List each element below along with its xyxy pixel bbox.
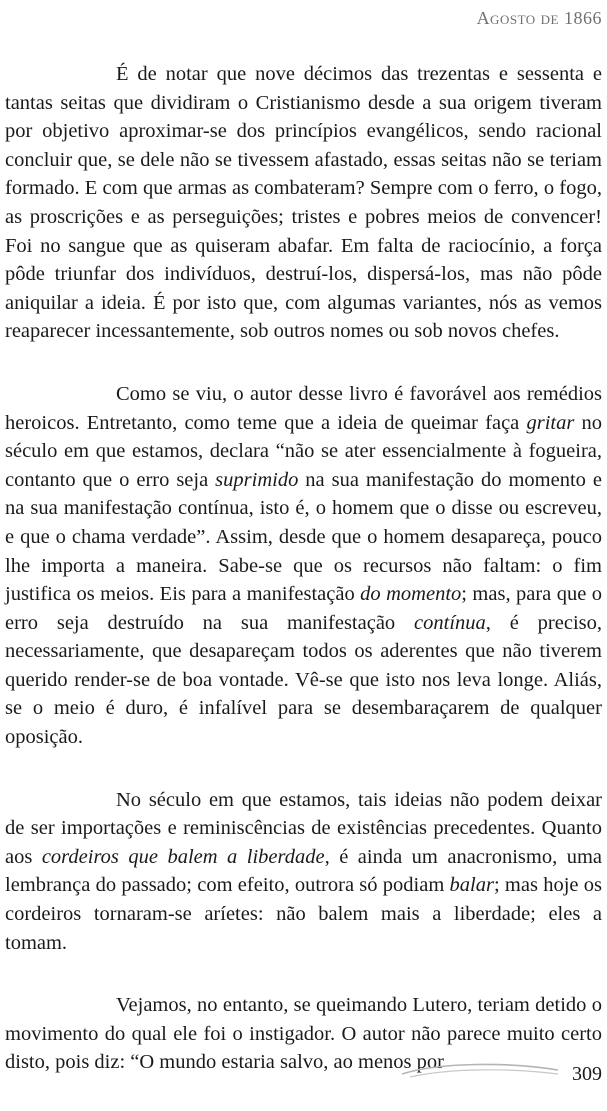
text-run: É de notar que nove décimos das trezentas e sessenta e tantas seitas que dividiram o Cristianismo desde a sua origem tiveram por objetivo aproximar-se dos princípios evangélicos, sendo racional concluir que, se dele não se tivessem afastado, essas seitas não se teriam formado. E com que armas as combateram? Sempre com o ferro, o fogo, as proscrições e as perseguições; tristes e pobres meios de convencer! Foi no sangue que as quiseram abafar. Em falta de raciocínio, a força pôde triunfar dos indivíduos, destruí-los, dispersá-los, mas não pôde aniquilar a ideia. É por isto que, com algumas variantes, nós as vemos reaparecer incessantemente, sob outros nomes ou sob novos chefes. (5, 63, 602, 343)
text-run: , é preciso, necessariamente, que desapareçam todos os aderentes que não tiverem querido render-se de boa vontade. Vê-se que isto nos leva longe. Aliás, se o meio é duro, é infalível para se desembaraçarem de qualquer oposição. (5, 611, 603, 749)
text-run: na sua manifestação do momento e na sua manifestação contínua, isto é, o homem que o disse ou escreveu, e que o chama verdade”. Assim, desde que o homem desapareça, pouco lhe importa a maneira. Sabe-se que os recursos não faltam: o fim justifica os meios. Eis para a manifestação (5, 468, 602, 606)
paragraph (5, 380, 602, 752)
text-run: no século em que estamos, declara “não se ater essencialmente à fogueira, contanto que o erro seja (5, 411, 603, 491)
text-run: No século em que estamos, tais ideias não podem deixar de ser importações e reminiscências de existências precedentes. Quanto aos (5, 788, 602, 868)
italic-text: cordeiros que balem a liberdade (41, 845, 325, 868)
footer-swoosh-ornament (400, 1060, 560, 1084)
text-run: , é ainda um anacronismo, uma lembrança do passado; com efeito, outrora só podiam (5, 845, 603, 897)
page-number: 309 (572, 1063, 602, 1085)
running-head: Agosto de 1866 (476, 8, 602, 28)
italic-text: contínua (414, 611, 486, 634)
italic-text: balar (449, 874, 494, 897)
italic-text: do momento (360, 583, 462, 606)
text-run: Como se viu, o autor desse livro é favorável aos remédios heroicos. Entretanto, como teme que a ideia de queimar faça (5, 382, 602, 434)
italic-text: gritar (526, 411, 575, 434)
text-run: Vejamos, no entanto, se queimando Lutero, teriam detido o movimento do qual ele foi o instigador. O autor não parece muito certo disto, pois diz: “O mundo estaria salvo, ao menos por (5, 994, 602, 1074)
text-run: ; mas hoje os cordeiros tornaram-se aríetes: não balem mais a liberdade; eles a tomam. (5, 874, 602, 954)
text-run: ; mas, para que o erro seja destruído na sua manifestação (5, 583, 603, 634)
body-text (5, 60, 602, 1111)
italic-text: suprimido (215, 468, 299, 491)
paragraph (5, 60, 602, 346)
paragraph (5, 786, 602, 958)
